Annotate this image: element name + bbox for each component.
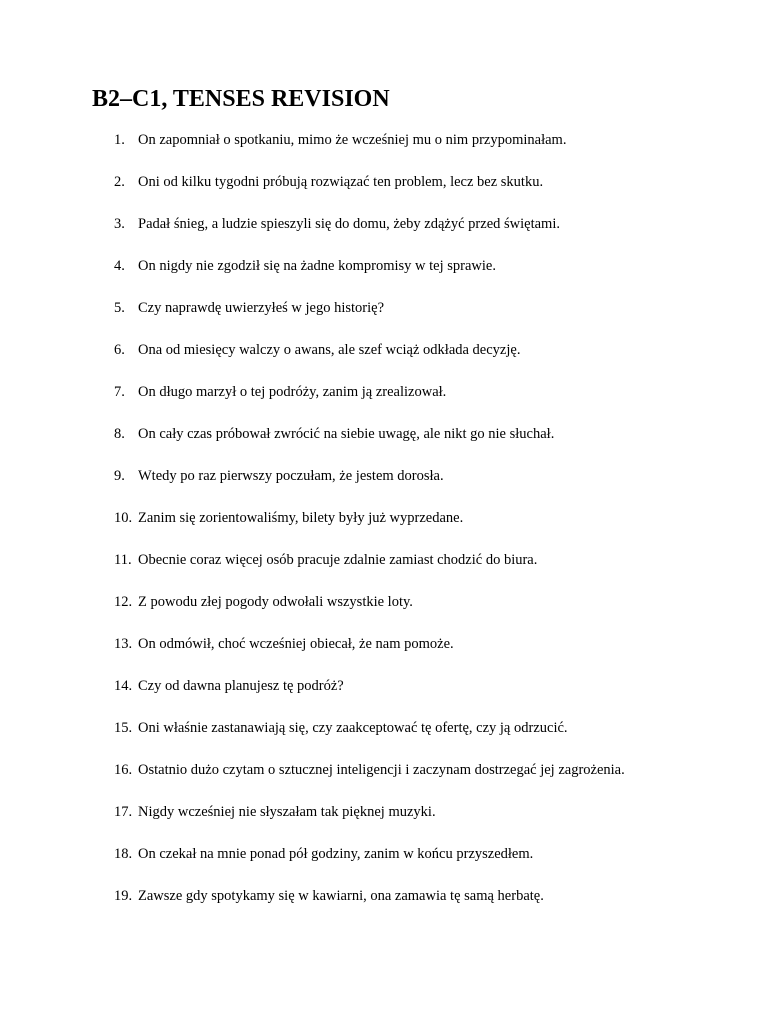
item-text: Ona od miesięcy walczy o awans, ale szef wciąż odkłada decyzję. [138, 342, 521, 358]
item-text: Padał śnieg, a ludzie spieszyli się do domu, żeby zdążyć przed świętami. [138, 216, 560, 232]
item-text: Z powodu złej pogody odwołali wszystkie loty. [138, 594, 413, 610]
item-text: Oni właśnie zastanawiają się, czy zaakceptować tę ofertę, czy ją odrzucić. [138, 720, 568, 736]
item-number: 9. [114, 468, 125, 484]
item-text: Obecnie coraz więcej osób pracuje zdalnie zamiast chodzić do biura. [138, 552, 538, 568]
page-title: B2–C1, TENSES REVISION [92, 86, 390, 112]
item-number: 1. [114, 132, 125, 148]
item-text: On długo marzył o tej podróży, zanim ją zrealizował. [138, 384, 447, 400]
item-text: Zawsze gdy spotykamy się w kawiarni, ona zamawia tę samą herbatę. [138, 888, 544, 904]
item-text: Czy od dawna planujesz tę podróż? [138, 678, 344, 694]
item-text: Oni od kilku tygodni próbują rozwiązać ten problem, lecz bez skutku. [138, 174, 544, 190]
item-number: 19. [114, 888, 133, 904]
item-number: 7. [114, 384, 125, 400]
item-text: Nigdy wcześniej nie słyszałam tak pięknej muzyki. [138, 804, 436, 820]
item-text: On zapomniał o spotkaniu, mimo że wcześniej mu o nim przypominałam. [138, 132, 567, 148]
item-number: 17. [114, 804, 133, 820]
item-number: 2. [114, 174, 125, 190]
item-number: 5. [114, 300, 125, 316]
item-number: 6. [114, 342, 125, 358]
item-number: 14. [114, 678, 133, 694]
item-number: 4. [114, 258, 125, 274]
item-number: 10. [114, 510, 133, 526]
item-text: Zanim się zorientowaliśmy, bilety były już wyprzedane. [138, 510, 464, 526]
item-text: Czy naprawdę uwierzyłeś w jego historię? [138, 300, 385, 316]
item-number: 15. [114, 720, 133, 736]
item-number: 11. [114, 552, 132, 568]
item-text: On odmówił, choć wcześniej obiecał, że nam pomoże. [138, 636, 454, 652]
item-text: On nigdy nie zgodził się na żadne kompromisy w tej sprawie. [138, 258, 496, 274]
item-number: 18. [114, 846, 133, 862]
item-text: On czekał na mnie ponad pół godziny, zanim w końcu przyszedłem. [138, 846, 534, 862]
item-text: Wtedy po raz pierwszy poczułam, że jestem dorosła. [138, 468, 444, 484]
item-text: Ostatnio dużo czytam o sztucznej inteligencji i zaczynam dostrzegać jej zagrożenia. [138, 762, 625, 778]
item-number: 8. [114, 426, 125, 442]
item-number: 16. [114, 762, 133, 778]
item-number: 12. [114, 594, 133, 610]
item-text: On cały czas próbował zwrócić na siebie uwagę, ale nikt go nie słuchał. [138, 426, 555, 442]
item-number: 13. [114, 636, 133, 652]
item-number: 3. [114, 216, 125, 232]
